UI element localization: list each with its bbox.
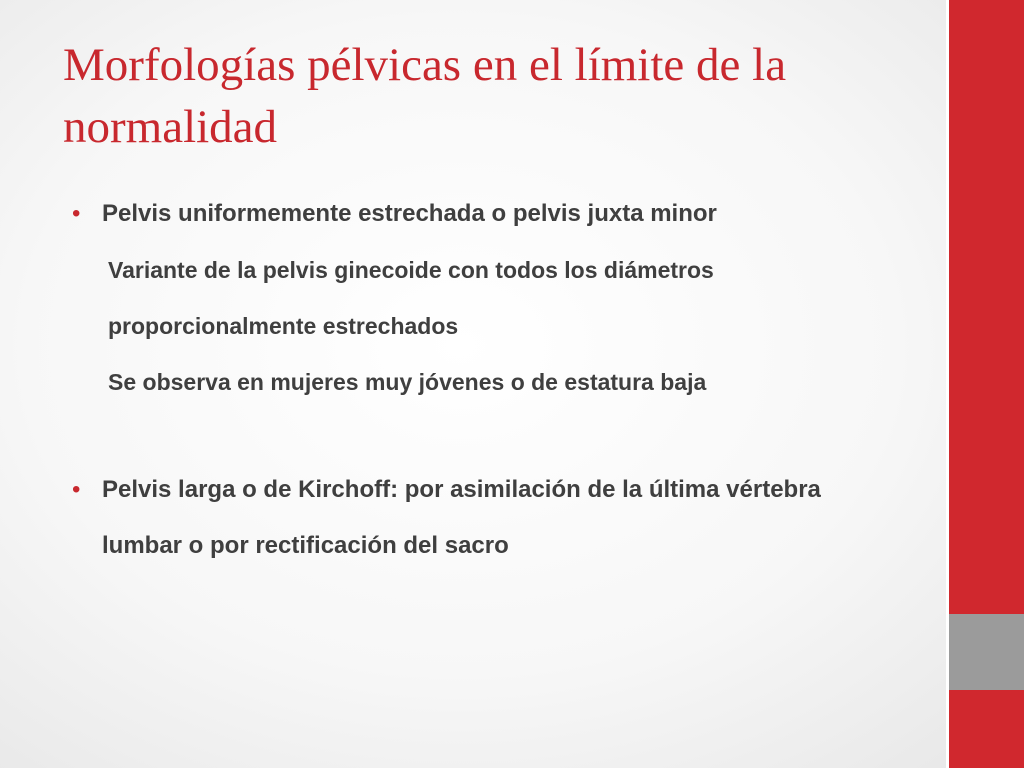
bullet-item-2-text: Pelvis larga o de Kirchoff: por asimilación de la última vértebra lumbar o por rectificación del sacro bbox=[102, 476, 821, 559]
sub-item-2: Se observa en mujeres muy jóvenes o de estatura baja bbox=[108, 369, 707, 395]
bullet-item-2 bbox=[72, 462, 902, 574]
decorative-side-band bbox=[946, 0, 1024, 768]
slide-body bbox=[72, 186, 902, 574]
bullet-dot-icon: • bbox=[72, 476, 81, 503]
bullet-dot-icon: • bbox=[72, 200, 81, 227]
bullet-item-1 bbox=[72, 186, 902, 242]
sub-item-1: Variante de la pelvis ginecoide con todos los diámetros proporcionalmente estrechados bbox=[108, 257, 714, 339]
slide-title: Morfologías pélvicas en el límite de la normalidad bbox=[63, 39, 787, 153]
side-band-grey-block bbox=[949, 614, 1024, 690]
spacer bbox=[72, 410, 902, 462]
bullet-item-1-text: Pelvis uniformemente estrechada o pelvis juxta minor bbox=[102, 200, 717, 227]
